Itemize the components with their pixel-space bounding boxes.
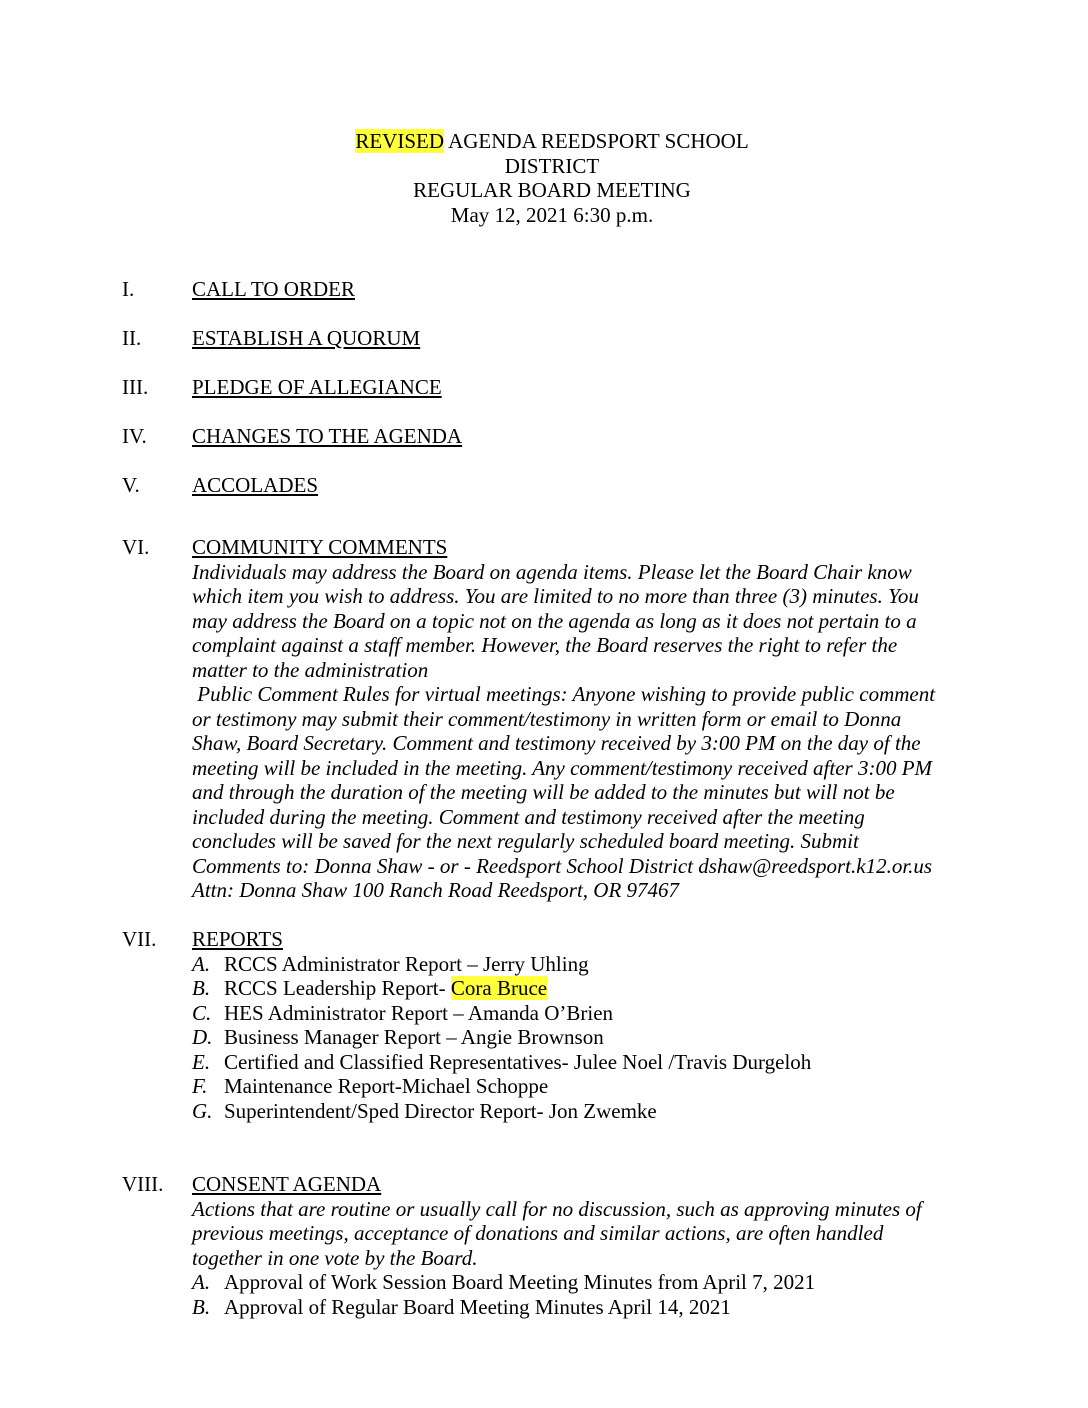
section-number: I. xyxy=(122,277,135,301)
item-letter: F. xyxy=(192,1074,208,1098)
meeting-date: May 12, 2021 6:30 p.m. xyxy=(450,203,654,227)
list-item xyxy=(192,976,972,1001)
text-line: together in one vote by the Board. xyxy=(192,1245,478,1270)
item-letter: E. xyxy=(192,1049,211,1074)
section-title: CHANGES TO THE AGENDA xyxy=(192,424,463,448)
section-title: COMMUNITY COMMENTS xyxy=(192,535,448,559)
text-line: which item you wish to address. You are limited to no more than three (3) minutes. You xyxy=(192,584,919,608)
text-line: Attn: Donna Shaw 100 Ranch Road Reedsport, OR 97467 xyxy=(192,878,680,902)
item-text: Certified and Classified Representatives- Julee Noel /Travis Durgeloh xyxy=(224,1049,812,1074)
title-line-2: DISTRICT xyxy=(504,154,600,178)
text-line: previous meetings, acceptance of donations and similar actions, are often handled xyxy=(192,1221,884,1245)
item-letter: B. xyxy=(192,1294,211,1319)
section-title: ESTABLISH A QUORUM xyxy=(192,326,421,350)
list-item xyxy=(192,952,972,977)
text-line: concludes will be saved for the next regularly scheduled board meeting. Submit xyxy=(192,829,859,853)
section-number: V. xyxy=(122,473,140,497)
list-item xyxy=(192,1001,972,1026)
section-number: VI. xyxy=(122,535,150,559)
item-letter: D. xyxy=(192,1025,213,1049)
text-line: or testimony may submit their comment/testimony in written form or email to Donna xyxy=(192,706,902,731)
section-title: PLEDGE OF ALLEGIANCE xyxy=(192,375,442,399)
item-text: RCCS Leadership Report- xyxy=(224,976,451,1000)
list-item xyxy=(192,1025,972,1050)
title-line-1 xyxy=(0,129,1088,154)
text-line: included during the meeting. Comment and testimony received after the meeting xyxy=(192,804,865,829)
highlighted-name: Cora Bruce xyxy=(450,976,548,1000)
item-letter: G. xyxy=(192,1098,213,1123)
text-line: Individuals may address the Board on agenda items. Please let the Board Chair know xyxy=(192,559,912,584)
title-line-1-text: AGENDA REEDSPORT SCHOOL xyxy=(444,129,749,153)
list-item xyxy=(192,1074,972,1099)
item-text: Approval of Work Session Board Meeting Minutes from April 7, 2021 xyxy=(224,1270,816,1294)
item-text: Approval of Regular Board Meeting Minutes April 14, 2021 xyxy=(224,1294,731,1319)
text-line: meeting will be included in the meeting. Any comment/testimony received after 3:00 PM xyxy=(192,755,933,780)
item-letter: A. xyxy=(192,951,211,976)
item-letter: C. xyxy=(192,1000,212,1025)
text-line: Actions that are routine or usually call for no discussion, such as approving minutes of xyxy=(192,1196,922,1221)
section-title: CONSENT AGENDA xyxy=(192,1172,382,1196)
consent-agenda-body xyxy=(192,1197,972,1320)
section-title: REPORTS xyxy=(192,927,283,951)
list-item xyxy=(192,1295,972,1320)
list-item xyxy=(192,1050,972,1075)
community-comments-text xyxy=(192,560,972,903)
section-number: VIII. xyxy=(122,1172,164,1196)
section-title: CALL TO ORDER xyxy=(192,277,355,301)
item-text: RCCS Administrator Report – Jerry Uhling xyxy=(224,951,589,976)
title-line-3: REGULAR BOARD MEETING xyxy=(413,178,691,202)
section-number: IV. xyxy=(122,424,147,448)
text-line: Comments to: Donna Shaw - or - Reedsport School District dshaw@reedsport.k12.or.us xyxy=(192,853,933,878)
list-item xyxy=(192,1099,972,1124)
item-letter: A. xyxy=(192,1270,211,1294)
item-text: Maintenance Report-Michael Schoppe xyxy=(224,1074,549,1098)
item-text: HES Administrator Report – Amanda O’Brien xyxy=(224,1000,614,1025)
text-line: complaint against a staff member. However, the Board reserves the right to refer the xyxy=(192,633,898,657)
text-line: matter to the administration xyxy=(192,657,429,682)
text-line: Public Comment Rules for virtual meetings: Anyone wishing to provide public comment xyxy=(192,682,936,706)
reports-list xyxy=(192,952,972,1124)
text-line: and through the duration of the meeting will be added to the minutes but will not be xyxy=(192,780,895,804)
text-line: may address the Board on a topic not on the agenda as long as it does not pertain to a xyxy=(192,608,917,633)
item-letter: B. xyxy=(192,976,211,1000)
section-number: VII. xyxy=(122,927,157,951)
section-number: III. xyxy=(122,375,149,399)
item-text: Business Manager Report – Angie Brownson xyxy=(224,1025,604,1049)
list-item xyxy=(192,1270,972,1295)
text-line: Shaw, Board Secretary. Comment and testimony received by 3:00 PM on the day of the xyxy=(192,731,921,755)
revised-highlight: REVISED xyxy=(355,129,444,153)
section-title: ACCOLADES xyxy=(192,473,319,497)
section-number: II. xyxy=(122,326,142,350)
item-text: Superintendent/Sped Director Report- Jon Zwemke xyxy=(224,1098,657,1123)
